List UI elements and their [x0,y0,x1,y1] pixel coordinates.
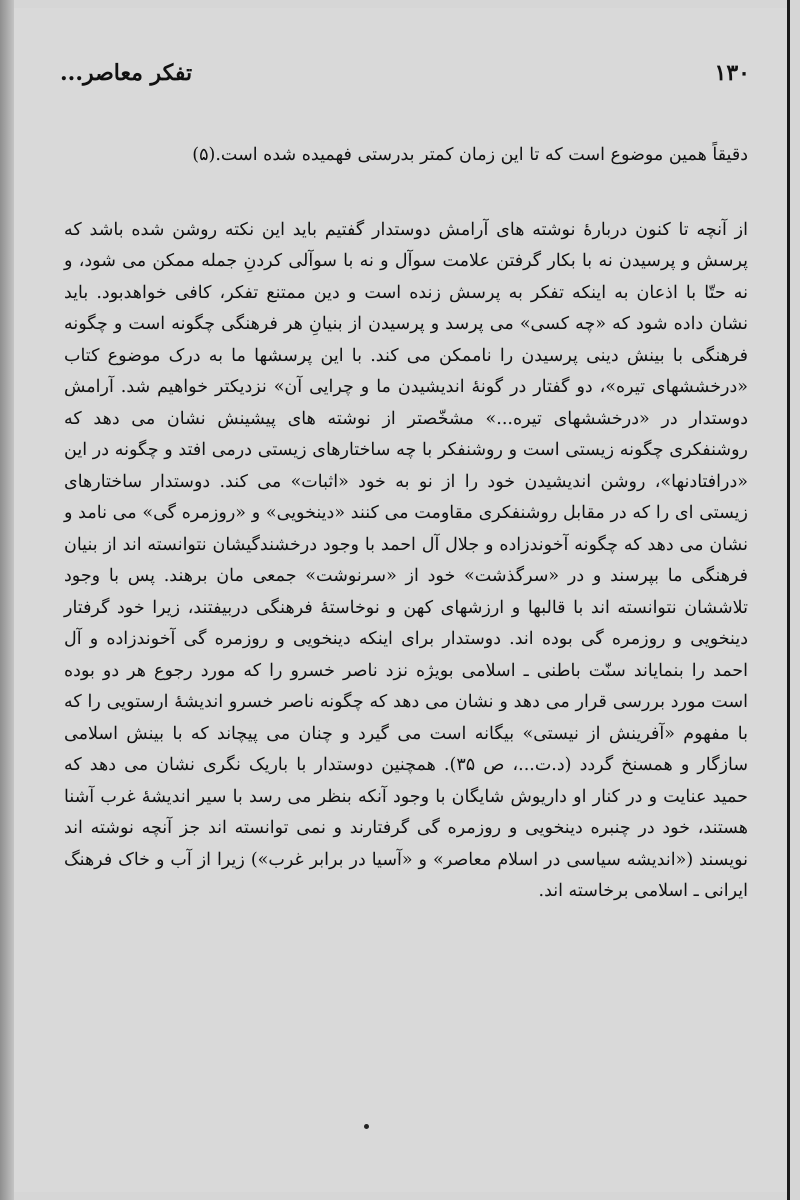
page-edge-shadow [0,0,14,1200]
page-edge-rule [787,0,790,1200]
page-number: ۱۳۰ [714,60,750,86]
paragraph-1: دقیقاً همین موضوع است که تا این زمان کمتر بدرستی فهمیده شده است.(۵) [192,145,748,165]
page-header [60,54,750,94]
running-title: تفکر معاصر... [60,60,193,86]
ink-dot [364,1124,369,1129]
page-body [64,140,748,908]
paragraph-2: از آنچه تا کنون دربارهٔ نوشته های آرامش دوستدار گفتیم باید این نکته روشن شده باشد که پرسش و پرسیدن نه با بکار گرفتن علامت سوآل و نه با سوآلی کردنِ جمله ممکن می شود، و نه حتّا با اذعان به اینکه تفکر به پرسش زنده است و دین ممتنع تفکر، کافی خواهدبود. باید نشان داده شود که «چه کسی» می پرسد و پرسیدن از بنیانِ هر فرهنگی چگونه است و چگونه فرهنگی با بینش دینی پرسیدن را ناممکن می کند. با این پرسشها ما به درک موضوع کتاب «درخششهای تیره»، دو گفتار در گونهٔ اندیشیدن ما و چرایی آن» نزدیکتر خواهیم شد. آرامش دوستدار در «درخششهای تیره...» مشخّصتر از نوشته های پیشینش نشان می دهد که روشنفکری چگونه زیستی است و روشنفکر با چه ساختارهای زیستی درمی افتد و چگونه در این «درافتادنها»، روشن اندیشیدن خود را از نو به خود «اثبات» می کند. دوستدار ساختارهای زیستی ای را که در مقابل روشنفکری مقاومت می کنند «دینخویی» و «روزمره گی» می نامد و نشان می دهد که چگونه آخوندزاده و جلال آل احمد با وجود درخشندگیشان نتوانسته اند از بنیان فرهنگی ما بپرسند و در «سرگذشت» خود از «سرنوشت» جمعی مان برهند. پس با وجود تلاششان نتوانسته اند با قالبها و ارزشهای کهن و نوخاستهٔ فرهنگی دربیفتند، زیرا خود گرفتار دینخویی و روزمره گی بوده اند. دوستدار برای اینکه دینخویی و روزمره گی آخوندزاده و آل احمد را بنمایاند سنّت باطنی ـ اسلامی بویژه نزد ناصر خسرو را که مورد رجوع هر دو بوده است مورد بررسی قرار می دهد و نشان می دهد که چگونه ناصر خسرو اندیشهٔ ارستویی را که با مفهوم «آفرینش از نیستی» بیگانه است می گیرد و چنان می پیچاند که با بینش اسلامی سازگار و همسنخ گردد (د.ت...، ص ۳۵). همچنین دوستدار با باریک نگری نشان می دهد که حمید عنایت و در کنار او داریوش شایگان با وجود آنکه بنظر می رسد با سیر اندیشهٔ غرب آشنا هستند، خود در چنبره دینخویی و روزمره گی گرفتارند و نمی توانسته اند جز آنچه نوشته اند نویسند («اندیشه سیاسی در اسلام معاصر» و «آسیا در برابر غرب») زیرا از آب و خاک فرهنگ ایرانی ـ اسلامی برخاسته اند. [64,219,748,901]
